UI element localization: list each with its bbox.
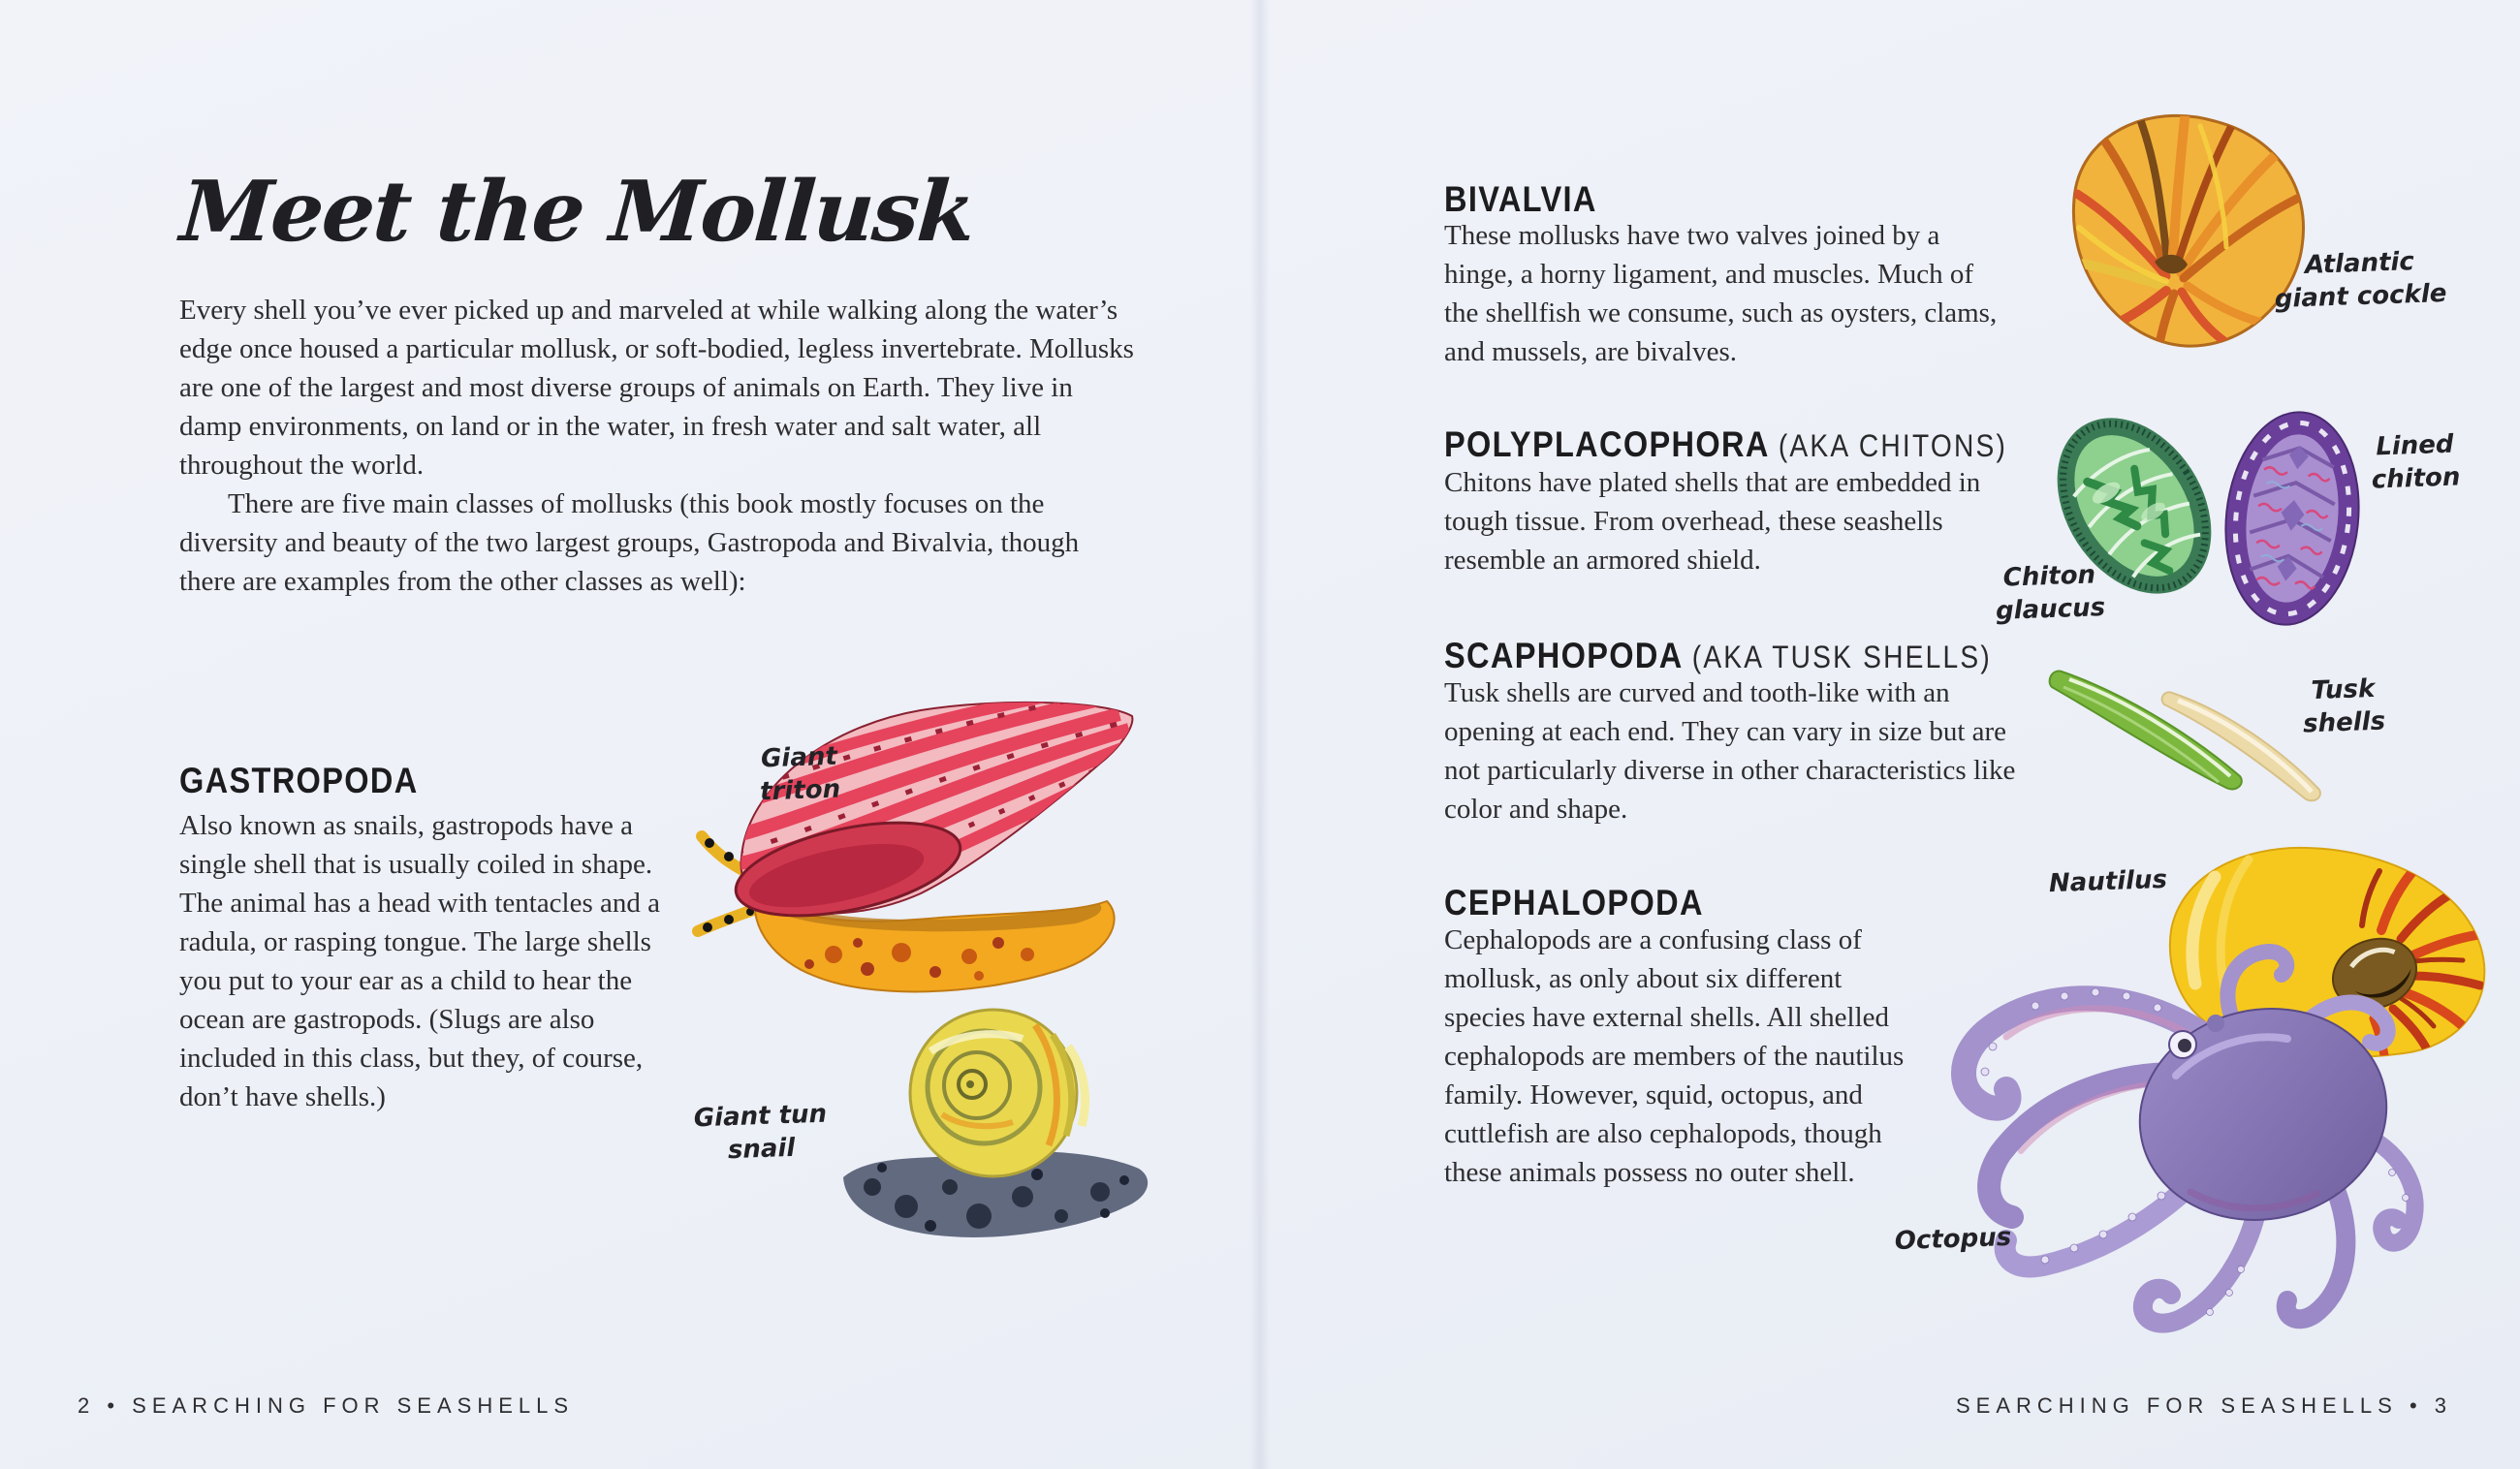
section-body-polyplacophora: Chitons have plated shells that are embedded in tough tissue. From overhead, these seashells resemble an armored shield. bbox=[1444, 467, 1981, 576]
heading-text: POLYPLACOPHORA bbox=[1444, 424, 1769, 464]
label-atlantic-giant-cockle: Atlantic giant cockle bbox=[2274, 247, 2447, 315]
label-chiton-glaucus: Chiton glaucus bbox=[1995, 560, 2106, 626]
heading-text: CEPHALOPODA bbox=[1444, 883, 1704, 922]
label-giant-triton: Giant triton bbox=[759, 741, 841, 807]
lined-chiton-illustration bbox=[2213, 405, 2373, 633]
octopus-illustration bbox=[1929, 930, 2442, 1357]
label-giant-tun-snail: Giant tun snail bbox=[693, 1099, 828, 1166]
label-nautilus: Nautilus bbox=[2048, 864, 2168, 899]
label-tusk-shells: Tusk shells bbox=[2302, 673, 2386, 739]
section-body-scaphopoda: Tusk shells are curved and tooth-like with an opening at each end. They can vary in size but are not particularly diverse in other characteristics like color and shape. bbox=[1444, 677, 2016, 825]
section-heading-polyplacophora bbox=[1444, 426, 2007, 462]
atlantic-giant-cockle-illustration bbox=[2021, 82, 2331, 373]
section-body-cephalopoda: Cephalopods are a confusing class of mollusk, as only about six different species have external shells. All shelled cephalopods are members of the nautilus family. However, squid, octopus, and cuttlefish are also cephalopods, though these animals possess no outer shell. bbox=[1444, 924, 1905, 1188]
section-body-bivalvia: These mollusks have two valves joined by a hinge, a horny ligament, and muscles. Much of the shellfish we consume, such as oysters, clams, and mussels, are bivalves. bbox=[1444, 220, 1998, 367]
page-title: Meet the Mollusk bbox=[177, 163, 977, 261]
heading-text: GASTROPODA bbox=[179, 761, 419, 800]
intro-paragraph-1: Every shell you’ve ever picked up and marveled at while walking along the water’s edge once housed a particular mollusk, or soft-bodied, legless invertebrate. Mollusks are one of the largest and most diverse groups of animals on Earth. They live in damp environments, on land or in the water, in fresh water and salt water, all throughout the world. bbox=[179, 295, 1134, 481]
heading-aka: (AKA TUSK SHELLS) bbox=[1691, 640, 1992, 674]
heading-aka: (AKA CHITONS) bbox=[1778, 428, 2008, 463]
footer-left: 2 • SEARCHING FOR SEASHELLS bbox=[78, 1393, 575, 1418]
giant-triton-icon bbox=[688, 673, 1153, 1061]
cockle-icon bbox=[2021, 82, 2331, 373]
label-lined-chiton: Lined chiton bbox=[2371, 429, 2461, 495]
section-heading-bivalvia bbox=[1444, 181, 1597, 217]
footer-right: SEARCHING FOR SEASHELLS • 3 bbox=[1955, 1393, 2452, 1418]
heading-text: SCAPHOPODA bbox=[1444, 636, 1683, 675]
giant-tun-snail-icon bbox=[814, 1008, 1163, 1279]
intro-paragraph-2: There are five main classes of mollusks (this book mostly focuses on the diversity and beauty of the two largest groups, Gastropoda and Bivalvia, though there are examples from the other classes as well): bbox=[179, 488, 1080, 597]
lined-chiton-icon bbox=[2213, 405, 2373, 633]
section-body-gastropoda: Also known as snails, gastropods have a single shell that is usually coiled in shape. The animal has a head with tentacles and a radula, or rasping tongue. The large shells you put to your ear as a child to hear the ocean are gastropods. (Slugs are also included in this class, but they, of course, don’t have shells.) bbox=[179, 810, 661, 1112]
section-heading-scaphopoda bbox=[1444, 638, 1992, 673]
page-gutter bbox=[1250, 0, 1270, 1469]
giant-triton-illustration bbox=[688, 673, 1153, 1061]
giant-tun-snail-illustration bbox=[814, 1008, 1163, 1279]
section-heading-cephalopoda bbox=[1444, 885, 1704, 921]
intro-text bbox=[179, 291, 1134, 601]
octopus-icon bbox=[1929, 930, 2442, 1357]
heading-text: BIVALVIA bbox=[1444, 179, 1597, 219]
section-heading-gastropoda bbox=[179, 763, 419, 798]
label-octopus: Octopus bbox=[1894, 1222, 2012, 1257]
